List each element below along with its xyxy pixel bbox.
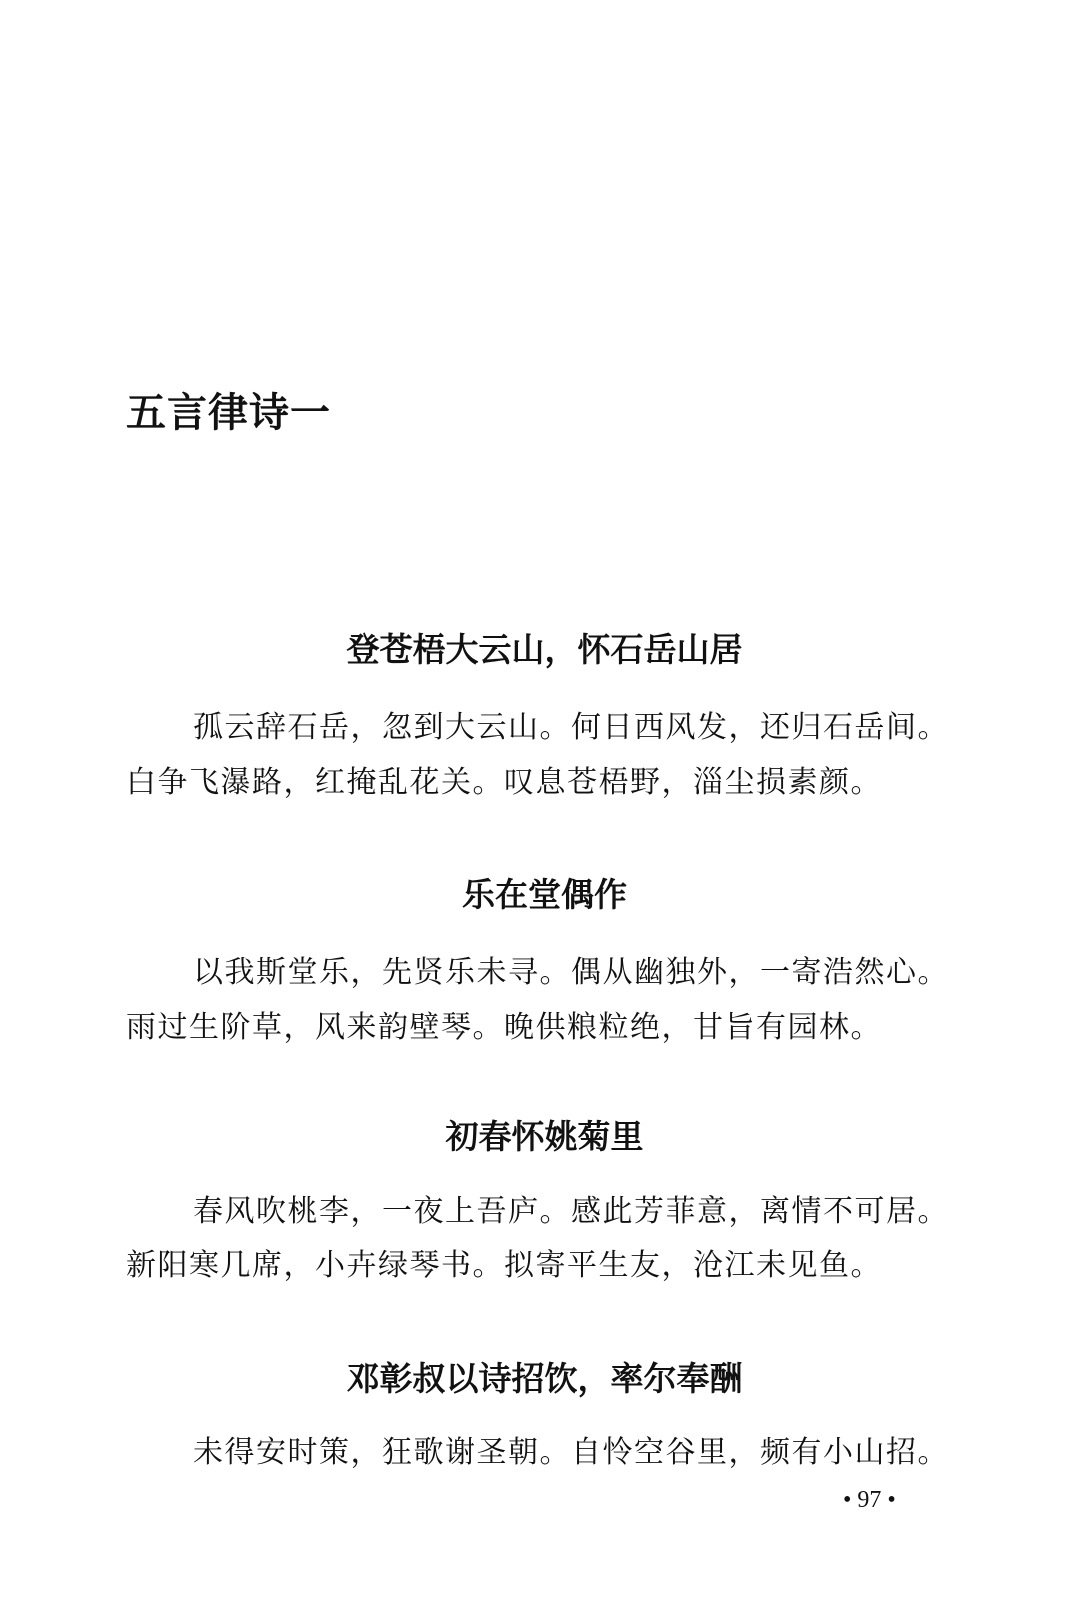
poem-line: 白争飞瀑路，红掩乱花关。叹息苍梧野，淄尘损素颜。 xyxy=(126,765,882,800)
poem-title: 初春怀姚菊里 xyxy=(445,1117,644,1156)
poem-line: 以我斯堂乐，先贤乐未寻。偶从幽独外，一寄浩然心。 xyxy=(193,955,949,990)
poem-line: 新阳寒几席，小卉绿琴书。拟寄平生友，沧江未见鱼。 xyxy=(126,1248,882,1283)
poem-title: 邓彰叔以诗招饮，率尔奉酬 xyxy=(346,1359,743,1398)
poem-title: 登苍梧大云山，怀石岳山居 xyxy=(346,630,743,669)
poem-line: 孤云辞石岳，忽到大云山。何日西风发，还归石岳间。 xyxy=(193,710,949,745)
page-number: • 97 • xyxy=(843,1487,896,1513)
poem-line: 未得安时策，狂歌谢圣朝。自怜空谷里，频有小山招。 xyxy=(193,1435,949,1470)
poem-title: 乐在堂偶作 xyxy=(462,875,627,914)
poem-line: 春风吹桃李，一夜上吾庐。感此芳菲意，离情不可居。 xyxy=(193,1194,949,1229)
section-title: 五言律诗一 xyxy=(126,389,331,436)
poem-line: 雨过生阶草，风来韵壁琴。晚供粮粒绝，甘旨有园林。 xyxy=(126,1010,882,1045)
